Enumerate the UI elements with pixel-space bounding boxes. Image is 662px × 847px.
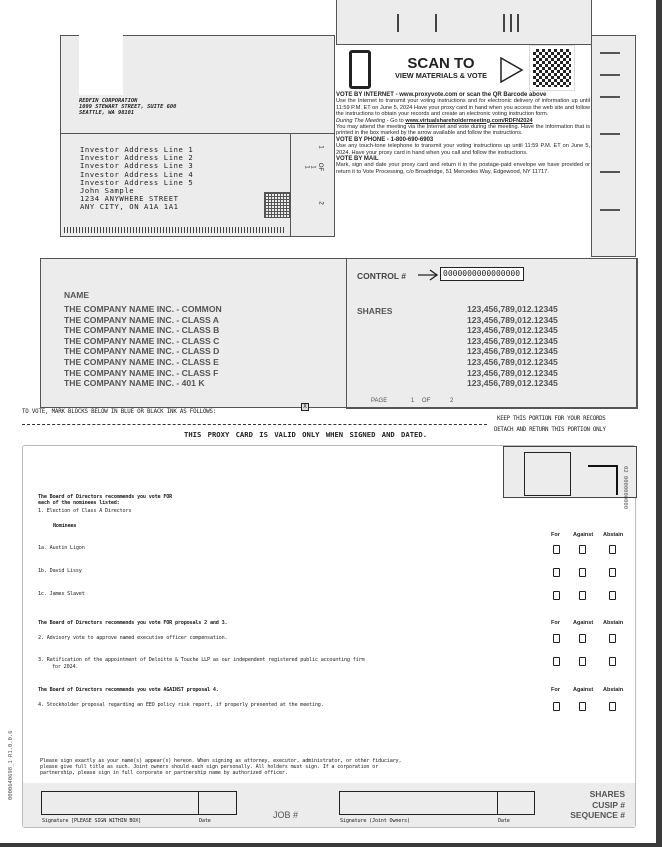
holding-name: THE COMPANY NAME INC. - CLASS A bbox=[64, 314, 220, 325]
arrow-right-icon bbox=[500, 57, 524, 83]
issuer-address-1: 1099 STEWART STREET, SUITE 600 bbox=[79, 103, 177, 110]
holding-name: THE COMPANY NAME INC. - CLASS B bbox=[64, 325, 220, 336]
seq-of: OF bbox=[317, 162, 324, 172]
item-1: 1. Election of Class A Directors bbox=[38, 508, 132, 514]
mark-example-checkbox: X bbox=[301, 403, 309, 411]
rec-2-3: The Board of Directors recommends you vote FOR proposals 2 and 3. bbox=[38, 620, 228, 626]
investor-line: 1234 ANYWHERE STREET bbox=[80, 194, 179, 204]
sign-note-line: partnership, please sign in full corporate or partnership name by authorized officer. bbox=[40, 770, 288, 776]
scan-subtitle: VIEW MATERIALS & VOTE bbox=[395, 71, 487, 80]
column-header-against: Against bbox=[573, 620, 594, 626]
column-header-against: Against bbox=[573, 687, 594, 693]
seq-d: 2 bbox=[317, 201, 324, 205]
column-header-against: Against bbox=[573, 532, 594, 538]
holding-shares: 123,456,789,012.12345 bbox=[467, 335, 558, 346]
vote-internet-title: VOTE BY INTERNET - www.proxyvote.com or scan the QR Barcode above bbox=[336, 92, 547, 98]
column-header-for: For bbox=[551, 532, 560, 538]
nominee-label: 1b. David Lissy bbox=[38, 568, 82, 574]
holding-name: THE COMPANY NAME INC. - CLASS E bbox=[64, 356, 219, 367]
checkbox-proposal-3-for[interactable] bbox=[553, 657, 560, 666]
mark-instructions: TO VOTE, MARK BLOCKS BELOW IN BLUE OR BLACK INK AS FOLLOWS: bbox=[22, 409, 217, 415]
meeting-go: - Go to bbox=[385, 117, 406, 124]
checkbox-nominee-1-for[interactable] bbox=[553, 545, 560, 554]
vote-mail-title: VOTE BY MAIL bbox=[336, 156, 379, 163]
sequence-label: SEQUENCE # bbox=[570, 810, 625, 820]
vote-mail-text: Mark, sign and date your proxy card and return it in the postage-paid envelope we have provided or return it to Vote Processing, c/o Broadridge, 51 Mercedes Way, Edgewood, NY 11717. bbox=[336, 162, 590, 175]
checkbox-nominee-2-for[interactable] bbox=[553, 568, 560, 577]
investor-line: John Sample bbox=[80, 186, 135, 196]
sign-note-line: Please sign exactly as your name(s) appear(s) hereon. When signing as attorney, executor, administrator, or other fiduciary, bbox=[40, 758, 402, 764]
investor-line: Investor Address Line 5 bbox=[80, 177, 194, 187]
seq-a: 1 bbox=[317, 145, 324, 149]
holding-name: THE COMPANY NAME INC. - CLASS D bbox=[64, 346, 220, 357]
vote-phone-text: Use any touch-tone telephone to transmit your voting instructions up until 11:59 P.M. ET on June 5, 2024. Have your proxy card in hand when you call and follow the instructions. bbox=[336, 143, 590, 156]
holdings-box bbox=[40, 258, 637, 408]
item-2: 2. Advisory vote to approve named executive officer compensation. bbox=[38, 635, 228, 641]
shares-header: SHARES bbox=[357, 306, 393, 316]
nominees-label: Nominees bbox=[53, 523, 77, 529]
holding-name: THE COMPANY NAME INC. - CLASS C bbox=[64, 335, 220, 346]
holding-shares: 123,456,789,012.12345 bbox=[467, 356, 558, 367]
column-header-abstain: Abstain bbox=[603, 620, 624, 626]
rec-1a: The Board of Directors recommends you vote FOR bbox=[38, 494, 173, 500]
joint-signature-label: Signature (Joint Owners) bbox=[340, 818, 410, 824]
scan-title: SCAN TO bbox=[407, 55, 475, 72]
page-number: 1 bbox=[410, 398, 415, 404]
issuer-address-2: SEATTLE, WA 98101 bbox=[79, 109, 135, 116]
page-total: 2 bbox=[449, 398, 454, 404]
rec-4: The Board of Directors recommends you vote AGAINST proposal 4. bbox=[38, 687, 219, 693]
investor-line: Investor Address Line 2 bbox=[80, 153, 194, 163]
column-header-abstain: Abstain bbox=[603, 687, 624, 693]
checkbox-nominee-2-against[interactable] bbox=[579, 568, 586, 577]
phone-icon bbox=[349, 50, 371, 89]
detach-portion-text: DETACH AND RETURN THIS PORTION ONLY bbox=[494, 427, 606, 433]
vote-internet-text: Use the Internet to transmit your voting instructions and for electronic delivery of information up until 11:59 P.M. ET on June 5, 2024 Have your proxy card in hand when you access the web site and follow the instructions to obtain your records and create an electronic voting instruction form. bbox=[336, 98, 590, 118]
checkbox-proposal-2-against[interactable] bbox=[579, 634, 586, 643]
holding-shares: 123,456,789,012.12345 bbox=[467, 367, 558, 378]
checkbox-proposal-2-abstain[interactable] bbox=[609, 634, 616, 643]
job-label: JOB # bbox=[273, 810, 299, 820]
control-label: CONTROL # bbox=[357, 271, 406, 281]
valid-notice: THIS PROXY CARD IS VALID ONLY WHEN SIGNED AND DATED. bbox=[184, 430, 428, 439]
qr-code[interactable] bbox=[530, 46, 574, 90]
checkbox-nominee-2-abstain[interactable] bbox=[609, 568, 616, 577]
checkbox-nominee-3-abstain[interactable] bbox=[609, 591, 616, 600]
holding-shares: 123,456,789,012.12345 bbox=[467, 304, 558, 314]
investor-line: ANY CITY, ON A1A 1A1 bbox=[80, 202, 179, 212]
sequence-panel bbox=[290, 133, 335, 237]
nominee-label: 1a. Austin Ligon bbox=[38, 545, 85, 551]
ballot-side-code: 02 0000000000 bbox=[622, 466, 628, 510]
signature-label: Signature [PLEASE SIGN WITHIN BOX] bbox=[42, 818, 142, 824]
item-3: 3. Ratification of the appointment of Deloitte & Touche LLP as our independent registered public accounting firm bbox=[38, 657, 365, 663]
joint-date-box[interactable] bbox=[497, 791, 535, 815]
date-box[interactable] bbox=[198, 791, 237, 815]
column-header-abstain: Abstain bbox=[603, 532, 624, 538]
column-header-for: For bbox=[551, 687, 560, 693]
issuer-box bbox=[60, 35, 335, 134]
date-label: Date bbox=[199, 818, 211, 824]
holding-shares: 123,456,789,012.12345 bbox=[467, 325, 558, 336]
page-label: PAGE bbox=[371, 398, 388, 404]
holding-name: THE COMPANY NAME INC. - CLASS F bbox=[64, 367, 219, 378]
meeting-label: During The Meeting bbox=[336, 117, 386, 124]
form-code: 0000640698_1 R1.0.0.6 bbox=[8, 730, 14, 800]
meeting-text: You may attend the meeting via the Internet and vote during the meeting. Have the information that is printed in the box marked by the arrow available and follow the instructions. bbox=[336, 124, 590, 137]
sign-note-line: please give full title as such. Joint owners should each sign personally. All holders must sign. If a corporation or bbox=[40, 764, 379, 770]
investor-address-box bbox=[60, 133, 291, 237]
vote-phone-title: VOTE BY PHONE - 1-800-690-6903 bbox=[336, 136, 434, 143]
detach-line bbox=[22, 424, 487, 425]
meeting-link[interactable]: www.virtualshareholdermeeting.com/RDFN2024 bbox=[405, 117, 533, 124]
holding-shares: 123,456,789,012.12345 bbox=[467, 378, 558, 389]
investor-line: Investor Address Line 4 bbox=[80, 169, 194, 179]
seq-c: 1 bbox=[309, 165, 316, 169]
tracking-strip bbox=[591, 35, 636, 257]
postal-barcode-box bbox=[336, 0, 592, 45]
holding-name: THE COMPANY NAME INC. - COMMON bbox=[64, 304, 222, 314]
investor-line: Investor Address Line 1 bbox=[80, 145, 194, 154]
checkbox-proposal-4-for[interactable] bbox=[553, 702, 560, 711]
nominee-label: 1c. James Slavet bbox=[38, 591, 85, 597]
holding-name: THE COMPANY NAME INC. - 401 K bbox=[64, 378, 205, 389]
holding-shares: 123,456,789,012.12345 bbox=[467, 346, 558, 357]
ballot-card bbox=[22, 445, 636, 828]
cusip-label: CUSIP # bbox=[592, 799, 625, 810]
checkbox-proposal-4-against[interactable] bbox=[579, 702, 586, 711]
seq-b: 1 bbox=[303, 165, 310, 169]
checkbox-proposal-3-against[interactable] bbox=[579, 657, 586, 666]
signature-area bbox=[23, 783, 635, 827]
checkbox-proposal-2-for[interactable] bbox=[553, 634, 560, 643]
keep-portion-text: KEEP THIS PORTION FOR YOUR RECORDS bbox=[497, 416, 606, 422]
checkbox-nominee-3-against[interactable] bbox=[579, 591, 586, 600]
column-header-for: For bbox=[551, 620, 560, 626]
arrow-icon bbox=[417, 269, 439, 281]
checkbox-nominee-1-abstain[interactable] bbox=[609, 545, 616, 554]
checkbox-nominee-3-for[interactable] bbox=[553, 591, 560, 600]
scanline-box bbox=[503, 446, 637, 498]
imb-barcode bbox=[64, 227, 286, 233]
rec-1b: each of the nominees listed: bbox=[38, 500, 120, 506]
control-number: 0000000000000000 bbox=[440, 267, 524, 281]
joint-date-label: Date bbox=[498, 818, 510, 824]
investor-line: Investor Address Line 3 bbox=[80, 161, 194, 171]
shares-label: SHARES bbox=[589, 789, 625, 799]
item-3-cont: for 2024. bbox=[52, 664, 79, 670]
voting-instructions bbox=[336, 92, 590, 175]
name-header: NAME bbox=[64, 290, 90, 300]
checkbox-proposal-4-abstain[interactable] bbox=[609, 702, 616, 711]
checkbox-proposal-3-abstain[interactable] bbox=[609, 657, 616, 666]
item-4: 4. Stockholder proposal regarding an EEO policy risk report, if properly presented at the meeting. bbox=[38, 702, 324, 708]
issuer-name: REDFIN CORPORATION bbox=[79, 98, 138, 104]
holding-shares: 123,456,789,012.12345 bbox=[467, 314, 558, 325]
datamatrix-grid bbox=[264, 192, 290, 218]
checkbox-nominee-1-against[interactable] bbox=[579, 545, 586, 554]
page-of: OF bbox=[421, 398, 431, 404]
